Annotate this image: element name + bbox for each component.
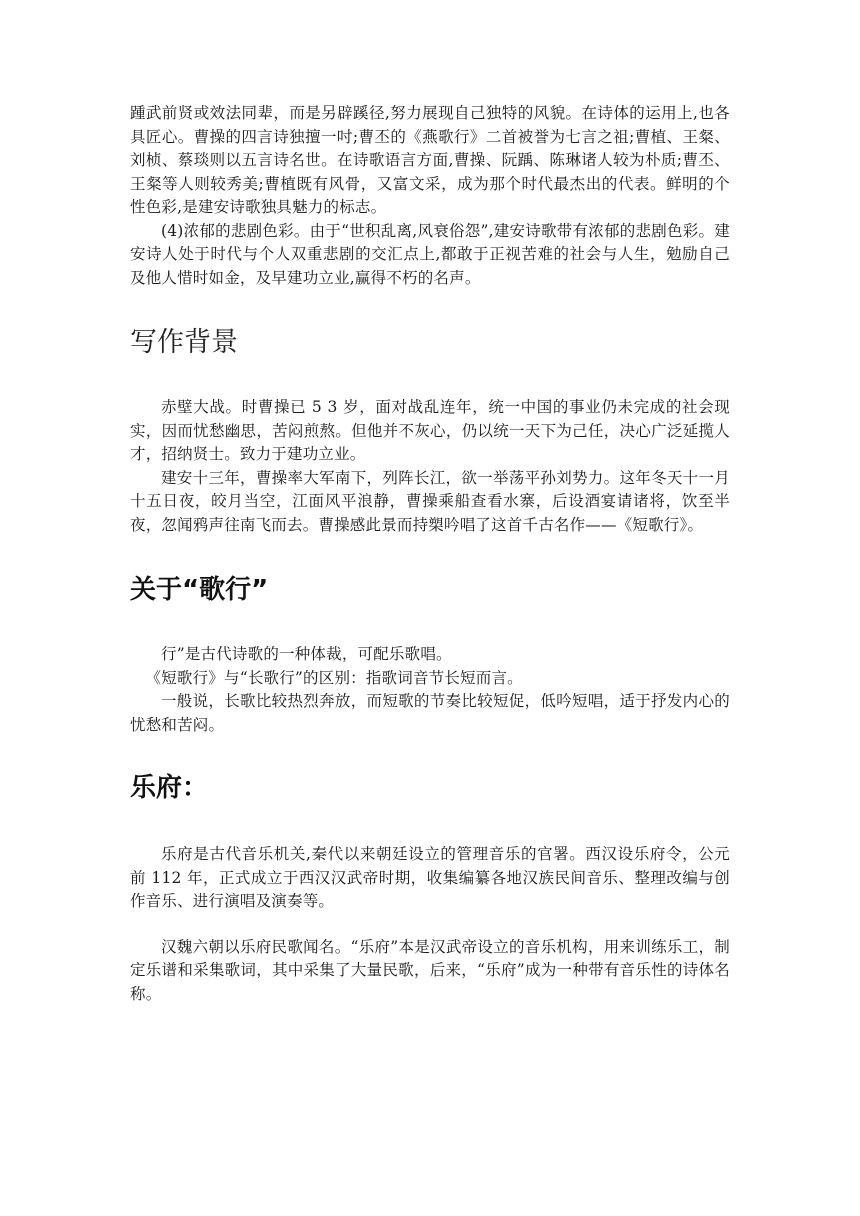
writing-background-heading: 写作背景 [130,327,238,358]
writing-background-paragraph-2: 建安十三年，曹操率大军南下，列阵长江，欲一举荡平孙刘势力。这年冬天十一月十五日夜，皎月当空，江面风平浪静，曹操乘船查看水寨，后设酒宴请诸将，饮至半夜，忽闻鸦声往南飞而去。曹操感此景而持槊吟唱了这首千古名作——《短歌行》。 [130,468,730,534]
writing-background-paragraph-1: 赤壁大战。时曹操已 5 3 岁，面对战乱连年，统一中国的事业仍未完成的社会现实，因而忧愁幽思，苦闷煎熬。但他并不灰心，仍以统一天下为己任，决心广泛延揽人才，招纳贤士。致力于建功立业。 [130,398,730,463]
yuefu-paragraph-1: 乐府是古代音乐机关,秦代以来朝廷设立的管理音乐的官署。西汉设乐府令，公元前 112 年，正式成立于西汉汉武帝时期，收集编纂各地汉族民间音乐、整理改编与创作音乐、进行演唱及演奏等。 [130,845,730,910]
about-gexing-paragraph-2: 《短歌行》与“长歌行”的区别：指歌词音节长短而言。 [145,668,523,687]
document-page [130,102,730,1006]
intro-paragraph-1: 踵武前贤或效法同辈，而是另辟蹊径,努力展现自己独特的风貌。在诗体的运用上,也各具匠心。曹操的四言诗独擅一吋;曹丕的《燕歌行》二首被誉为七言之祖;曹植、王粲、刘桢、蔡琰则以五言诗名世。在诗歌语言方面,曹操、阮踽、陈琳诸人较为朴质;曹丕、王粲等人则较秀美;曹植既有风骨，又富文采，成为那个时代最杰出的代表。鲜明的个性色彩,是建安诗歌独具魅力的标志。 [130,104,730,216]
about-gexing-heading: 关于“歌行” [130,575,269,605]
about-gexing-paragraph-3: 一般说，长歌比较热烈奔放，而短歌的节奏比较短促，低吟短唱，适于抒发内心的忧愁和苦闷。 [130,692,730,734]
intro-paragraph-2: (4)浓郁的悲剧色彩。由于“世积乱离,风衰俗怨”,建安诗歌带有浓郁的悲剧色彩。建安诗人处于时代与个人双重悲剧的交汇点上,都敢于正视苦难的社会与人生，勉励自己及他人惜时如金，及早建功立业,赢得不朽的名声。 [130,221,730,287]
yuefu-heading: 乐府： [130,773,209,803]
about-gexing-paragraph-1: 行”是古代诗歌的一种体裁，可配乐歌唱。 [161,645,452,663]
yuefu-paragraph-2: 汉魏六朝以乐府民歌闻名。“乐府”本是汉武帝设立的音乐机构，用来训练乐工，制定乐谱和采集歌词，其中采集了大量民歌，后来，“乐府”成为一种带有音乐性的诗体名称。 [130,937,730,1003]
